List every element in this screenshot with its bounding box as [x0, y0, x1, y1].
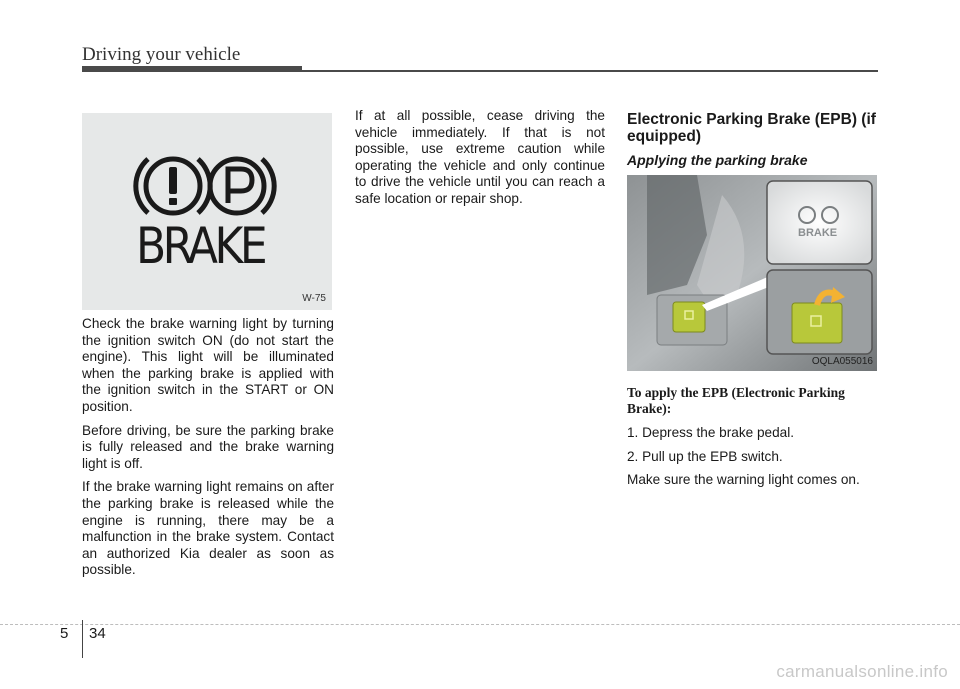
column-3-text	[627, 425, 879, 496]
note-paragraph: Make sure the warning light comes on.	[627, 472, 860, 488]
paragraph: If the brake warning light remains on after the parking brake is released while the engine is running, there may be a malfunction in the brake system. Contact an authorized Kia dealer as soon as possible.	[82, 479, 334, 578]
figure-caption: W-75	[302, 293, 326, 304]
step-item: 2. Pull up the EPB switch.	[627, 448, 783, 464]
page-header-title: Driving your vehicle	[82, 44, 241, 65]
instruction-heading: To apply the EPB (Electronic Parking Brake):	[627, 385, 845, 416]
brake-warning-figure	[82, 113, 332, 310]
paragraph: If at all possible, cease driving the vehicle immediately. If that is not possible, use extreme caution while operating the vehicle and only continue to drive the vehicle until you can reach a safe location or repair shop.	[355, 108, 605, 206]
paragraph: Check the brake warning light by turning the ignition switch ON (do not start the engine). This light will be illuminated when the parking brake is applied with the ignition switch in the START or ON position.	[82, 316, 334, 414]
footer-separator	[82, 620, 83, 658]
epb-switch-illustration	[627, 175, 877, 371]
step-item: 1. Depress the brake pedal.	[627, 425, 795, 440]
section-subtitle: Applying the parking brake	[627, 152, 808, 168]
section-title: Electronic Parking Brake (EPB) (if equipped)	[627, 111, 876, 145]
epb-photo	[627, 175, 877, 371]
footer-dashed-rule	[0, 624, 960, 625]
column-2-text	[355, 108, 605, 215]
watermark: carmanualsonline.info	[776, 662, 948, 681]
brake-warning-icon	[82, 113, 332, 310]
brake-sign-text: BRAKE	[136, 217, 265, 275]
page-number: 34	[89, 625, 106, 642]
column-1-text	[82, 316, 334, 586]
header-rule	[82, 70, 878, 72]
chapter-number: 5	[60, 625, 69, 642]
photo-lamp-label: BRAKE	[798, 227, 838, 239]
photo-caption: OQLA055016	[811, 356, 873, 367]
paragraph: Before driving, be sure the parking brake is fully released and the brake warning light is off.	[82, 422, 334, 471]
